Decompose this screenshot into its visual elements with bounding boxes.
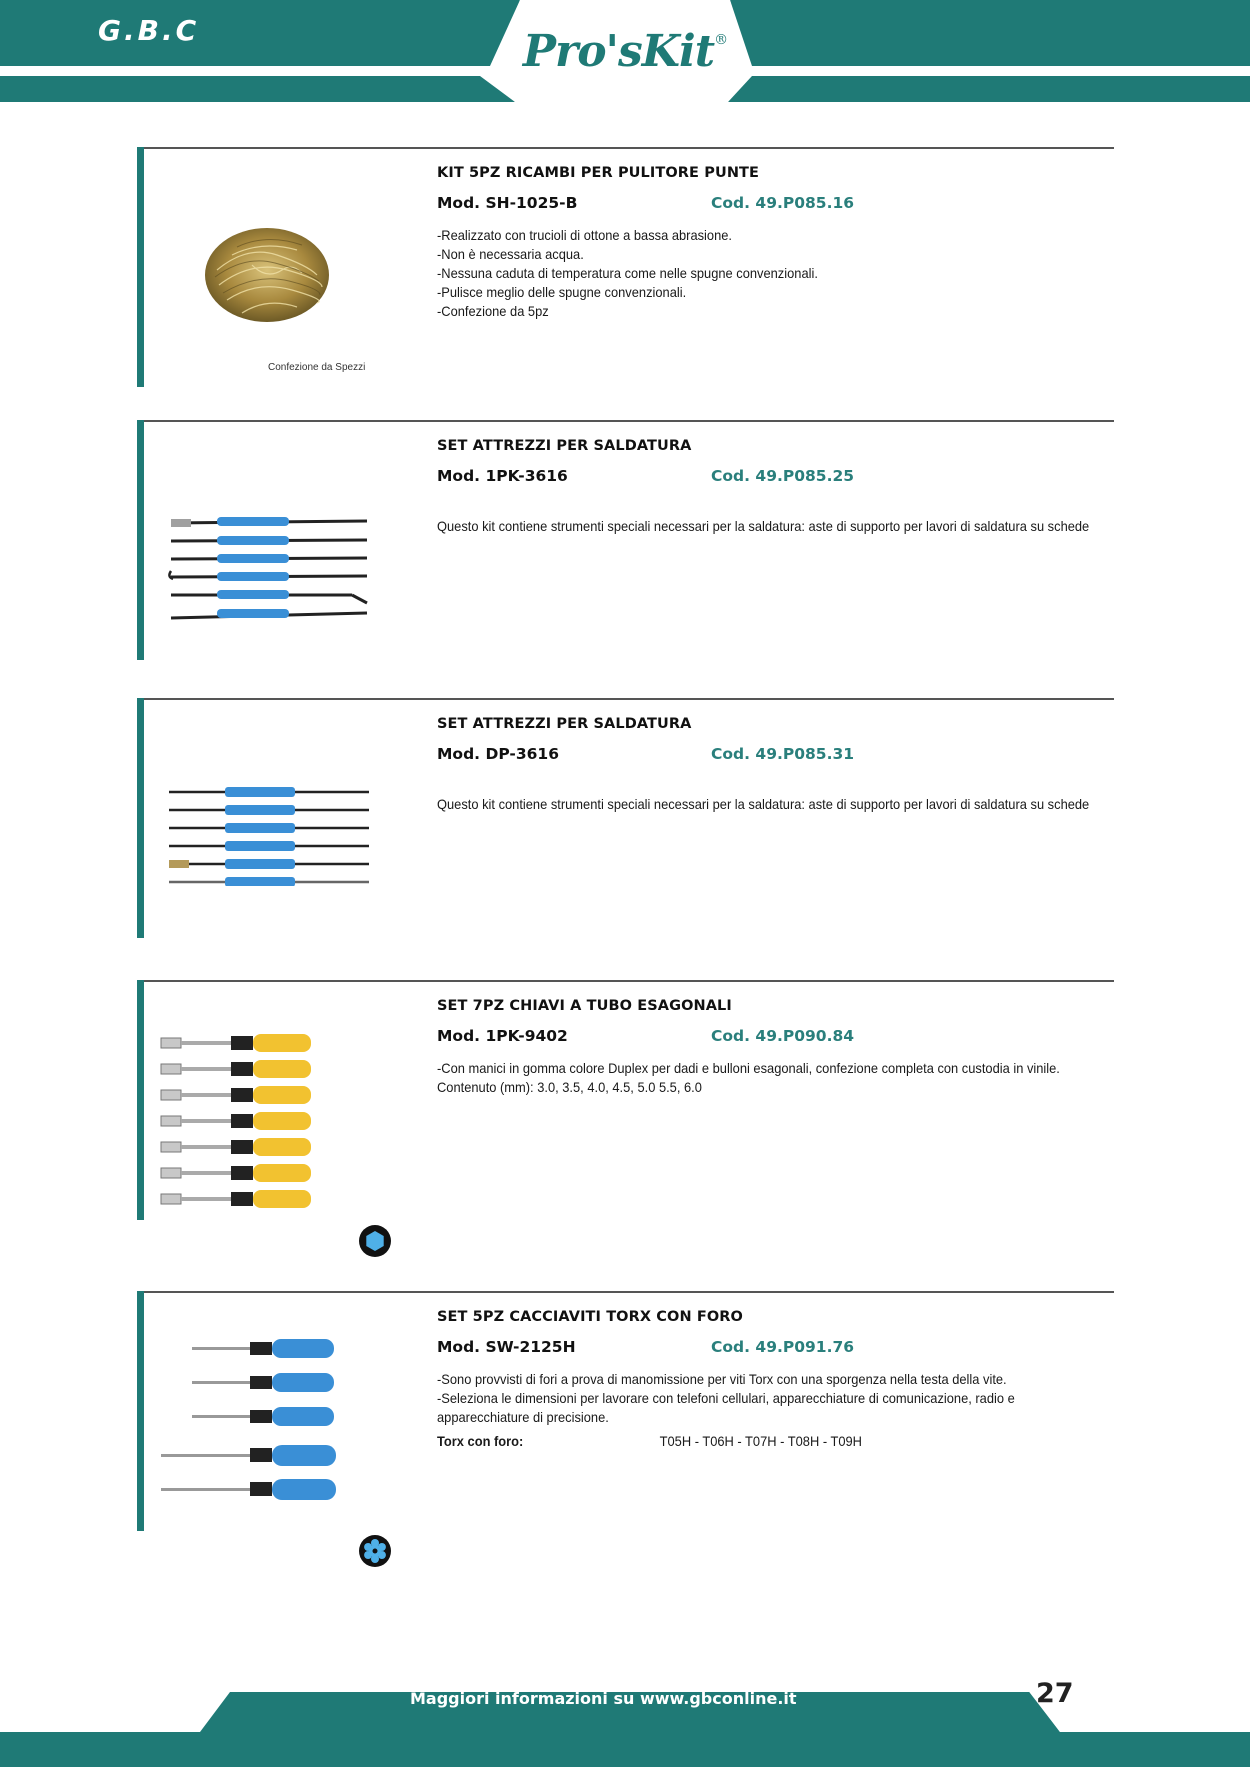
product-info bbox=[437, 438, 1114, 536]
description-line: -Sono provvisti di fori a prova di manomissione per viti Torx con una sporgenza nella testa della vite. bbox=[437, 1371, 1007, 1387]
gbc-logo[interactable]: G.B.C bbox=[98, 14, 200, 47]
product-accent-bar bbox=[137, 147, 144, 387]
product-divider bbox=[144, 980, 1114, 982]
product-description bbox=[437, 795, 1109, 814]
product-model-row bbox=[437, 1338, 1114, 1358]
product-accent-bar bbox=[137, 980, 144, 1220]
description-line: -Confezione da 5pz bbox=[437, 303, 549, 319]
product-title: KIT 5PZ RICAMBI PER PULITORE PUNTE bbox=[437, 165, 760, 181]
product-dp-3616 bbox=[137, 698, 1114, 938]
product-model: Mod. DP-3616 bbox=[437, 745, 559, 763]
description-line: -Pulisce meglio delle spugne convenzionali. bbox=[437, 284, 687, 300]
product-title: SET ATTREZZI PER SALDATURA bbox=[437, 438, 692, 454]
product-model: Mod. 1PK-3616 bbox=[437, 467, 568, 485]
product-description bbox=[437, 226, 1109, 321]
brand-name: Pro'sKit bbox=[522, 26, 715, 77]
product-code: Cod. 49.P090.84 bbox=[711, 1027, 855, 1045]
description-line: -Nessuna caduta di temperatura come nelle spugne convenzionali. bbox=[437, 265, 818, 281]
product-1pk-9402 bbox=[137, 980, 1114, 1220]
product-sw-2125h bbox=[137, 1291, 1114, 1531]
soldering-tools-illustration bbox=[157, 786, 377, 886]
nut-drivers-illustration bbox=[157, 1034, 377, 1214]
product-title: SET 5PZ CACCIAVITI TORX CON FORO bbox=[437, 1309, 743, 1325]
description-line: -Non è necessaria acqua. bbox=[437, 246, 584, 262]
product-description bbox=[437, 1059, 1109, 1097]
product-image-soldering-tools bbox=[157, 786, 377, 886]
hex-socket-icon bbox=[358, 1224, 392, 1258]
footer-info-link[interactable]: Maggiori informazioni su www.gbconline.it bbox=[410, 1689, 797, 1708]
torx-screwdrivers-illustration bbox=[157, 1339, 377, 1519]
image-caption: Confezione da Spezzi bbox=[268, 362, 366, 373]
torx-socket-icon bbox=[358, 1534, 392, 1568]
product-info bbox=[437, 998, 1114, 1097]
spec-value: T05H - T06H - T07H - T08H - T09H bbox=[659, 1433, 862, 1449]
product-sh-1025-b bbox=[137, 147, 1114, 387]
product-info bbox=[437, 1309, 1114, 1453]
product-image-nut-drivers bbox=[157, 1034, 377, 1214]
registered-mark: ® bbox=[714, 32, 728, 48]
description-line: -Realizzato con trucioli di ottone a bassa abrasione. bbox=[437, 227, 732, 243]
product-model: Mod. SH-1025-B bbox=[437, 194, 578, 212]
product-title: SET ATTREZZI PER SALDATURA bbox=[437, 716, 692, 732]
soldering-tools-illustration bbox=[157, 515, 377, 625]
product-model-row bbox=[437, 194, 1114, 214]
product-image-brass-wool bbox=[157, 225, 377, 325]
product-info bbox=[437, 165, 1114, 321]
product-divider bbox=[144, 1291, 1114, 1293]
product-divider bbox=[144, 420, 1114, 422]
product-1pk-3616 bbox=[137, 420, 1114, 660]
product-info bbox=[437, 716, 1114, 814]
proskit-logo[interactable] bbox=[520, 26, 730, 77]
product-divider bbox=[144, 147, 1114, 149]
description-line: -Seleziona le dimensioni per lavorare con telefoni cellulari, apparecchiature di comunicazione, radio e apparecchiature di precisione. bbox=[437, 1390, 1015, 1425]
product-accent-bar bbox=[137, 1291, 144, 1531]
page-number: 27 bbox=[1036, 1678, 1074, 1709]
product-accent-bar bbox=[137, 420, 144, 660]
description-line: Questo kit contiene strumenti speciali necessari per la saldatura: aste di supporto per lavori di saldatura su schede bbox=[437, 518, 1090, 534]
spec-row bbox=[437, 1433, 1060, 1453]
product-description bbox=[437, 1370, 1109, 1427]
product-model: Mod. 1PK-9402 bbox=[437, 1027, 568, 1045]
product-code: Cod. 49.P085.16 bbox=[711, 194, 855, 212]
product-divider bbox=[144, 698, 1114, 700]
product-image-soldering-tools bbox=[157, 515, 377, 625]
product-accent-bar bbox=[137, 698, 144, 938]
spec-label: Torx con foro: bbox=[437, 1433, 524, 1449]
product-code: Cod. 49.P085.25 bbox=[711, 467, 855, 485]
description-line: -Con manici in gomma colore Duplex per dadi e bulloni esagonali, confezione completa con custodia in vinile. Contenuto (mm): 3.0, 3.5, 4.0, 4.5, 5.0 5.5, 6.0 bbox=[437, 1060, 1060, 1095]
product-code: Cod. 49.P091.76 bbox=[711, 1338, 855, 1356]
product-description bbox=[437, 517, 1109, 536]
product-image-torx-screwdrivers bbox=[157, 1339, 377, 1519]
product-model-row bbox=[437, 467, 1114, 487]
description-line: Questo kit contiene strumenti speciali necessari per la saldatura: aste di supporto per lavori di saldatura su schede bbox=[437, 796, 1090, 812]
product-model-row bbox=[437, 745, 1114, 765]
brass-wool-illustration bbox=[157, 225, 377, 325]
product-model: Mod. SW-2125H bbox=[437, 1338, 576, 1356]
product-title: SET 7PZ CHIAVI A TUBO ESAGONALI bbox=[437, 998, 732, 1014]
product-model-row bbox=[437, 1027, 1114, 1047]
product-code: Cod. 49.P085.31 bbox=[711, 745, 855, 763]
